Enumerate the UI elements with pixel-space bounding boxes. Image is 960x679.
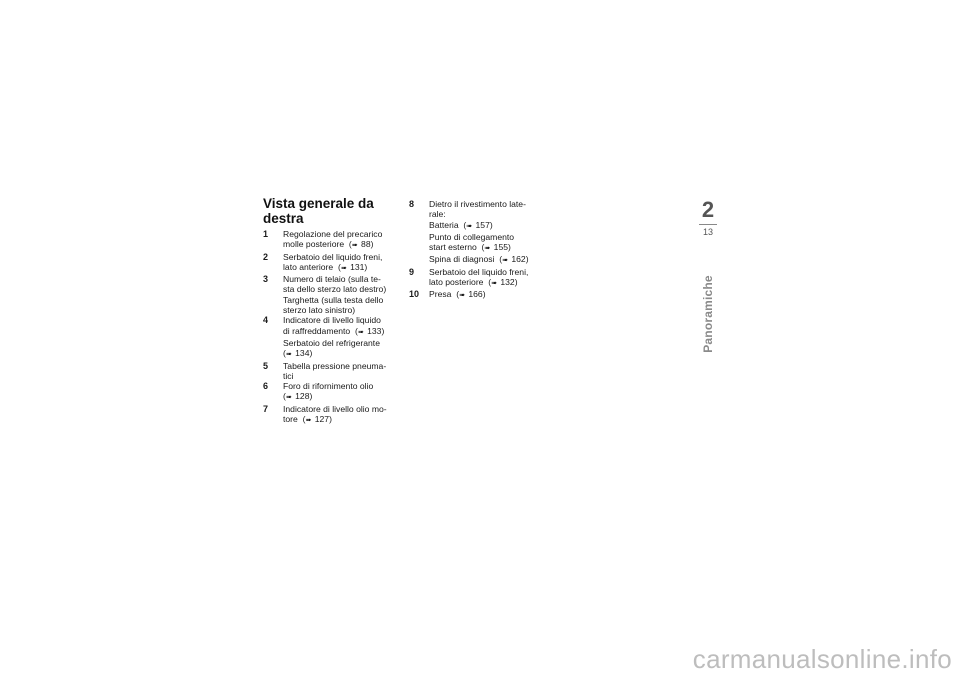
item-number: 1: [263, 229, 269, 239]
item-number: 2: [263, 251, 269, 262]
list-item: [263, 404, 403, 427]
page-reference[interactable]: (➠ 132): [483, 277, 518, 288]
item-list-left: [263, 229, 403, 426]
arrow-icon: ➠: [285, 394, 292, 402]
chapter-divider: [699, 224, 717, 225]
arrow-icon: ➠: [491, 280, 497, 288]
item-text: Indicatore di livello liquido: [283, 315, 381, 326]
item-text-line: [429, 289, 549, 301]
item-text-line: [283, 381, 403, 391]
list-item: [263, 274, 403, 315]
item-text-line: [283, 305, 403, 315]
item-text: sterzo lato sinistro): [283, 305, 356, 316]
item-text: molle posteriore: [283, 239, 345, 250]
item-text: Presa: [429, 289, 452, 300]
page-reference[interactable]: (➠ 133): [350, 325, 385, 336]
page-reference[interactable]: (➠ 131): [333, 261, 368, 272]
item-text: start esterno: [429, 242, 477, 253]
page-reference[interactable]: (➠ 134): [283, 348, 313, 359]
page-reference[interactable]: (➠ 127): [297, 414, 332, 425]
list-item: [409, 199, 549, 267]
item-number: 10: [409, 289, 420, 300]
item-text-line: [283, 404, 403, 414]
arrow-icon: ➠: [502, 257, 508, 265]
title-line-2: destra: [263, 211, 304, 226]
page-number: 13: [702, 227, 713, 237]
item-text: Punto di collegamento: [429, 231, 515, 242]
reference-page-number: 166: [468, 289, 483, 300]
item-text-line: [429, 220, 549, 232]
item-text: Numero di telaio (sulla te-: [283, 274, 381, 285]
page-reference[interactable]: (➠ 166): [451, 289, 486, 300]
item-text: Serbatoio del refrigerante: [283, 337, 380, 348]
item-text: Tabella pressione pneuma-: [283, 360, 387, 371]
item-text: Batteria: [429, 219, 459, 230]
reference-page-number: 157: [475, 219, 490, 230]
item-text-line: [283, 274, 403, 284]
reference-page-number: 155: [493, 242, 509, 253]
reference-page-number: 128: [295, 391, 310, 402]
arrow-icon: ➠: [459, 292, 465, 300]
item-text-line: [283, 348, 403, 360]
item-number: 4: [263, 315, 269, 326]
footer-watermark: carmanualsonline.info: [692, 644, 952, 674]
list-item: [409, 267, 549, 290]
page-reference[interactable]: (➠ 157): [458, 219, 493, 230]
reference-page-number: 134: [295, 348, 310, 359]
item-text-line: [283, 391, 403, 403]
item-text: di raffreddamento: [283, 325, 351, 336]
item-text: tore: [283, 414, 298, 425]
item-text: rale:: [429, 209, 446, 220]
item-text-line: [283, 338, 403, 348]
item-number: 6: [263, 381, 269, 392]
item-text-line: [283, 371, 403, 381]
item-text-line: [283, 315, 403, 325]
reference-page-number: 133: [367, 325, 382, 336]
item-number: 5: [263, 360, 269, 371]
item-text: Spina di diagnosi: [429, 254, 495, 265]
item-text-line: [429, 254, 549, 266]
arrow-icon: ➠: [305, 417, 312, 425]
item-number: 3: [263, 274, 269, 285]
arrow-icon: ➠: [466, 222, 473, 230]
item-text-line: [283, 414, 403, 426]
list-item: [263, 252, 403, 275]
list-item: [263, 315, 403, 360]
item-text-line: [283, 361, 403, 371]
page-reference[interactable]: (➠ 162): [494, 254, 529, 265]
item-text-line: [429, 242, 549, 254]
item-text-line: [429, 277, 549, 289]
item-number: 9: [409, 266, 415, 277]
arrow-icon: ➠: [484, 245, 491, 253]
item-text-line: [429, 209, 549, 219]
item-text: Regolazione del precarico: [283, 229, 383, 239]
item-text: Serbatoio del liquido freni,: [283, 251, 383, 262]
title-line-1: Vista generale da: [263, 196, 374, 211]
item-list-right: [409, 199, 549, 302]
item-text: sta dello sterzo lato destro): [283, 284, 387, 295]
item-number: 7: [263, 403, 269, 414]
item-number: 8: [409, 199, 415, 209]
arrow-icon: ➠: [357, 328, 364, 336]
item-text: lato posteriore: [429, 277, 484, 288]
list-item: [409, 289, 549, 301]
chapter-number: 2: [701, 197, 715, 222]
arrow-icon: ➠: [340, 264, 347, 272]
page-reference[interactable]: (➠ 88): [344, 239, 374, 250]
item-text-line: [283, 262, 403, 274]
list-item: [263, 381, 403, 404]
item-text-line: [283, 239, 403, 251]
item-text-line: [283, 252, 403, 262]
item-text-line: [283, 229, 403, 239]
item-text: Indicatore di livello olio mo-: [283, 403, 387, 414]
item-text: Dietro il rivestimento late-: [429, 199, 526, 209]
item-text-line: [283, 295, 403, 305]
page-reference[interactable]: (➠ 128): [283, 391, 313, 402]
item-text-line: [429, 267, 549, 277]
reference-page-number: 132: [500, 277, 515, 288]
reference-page-number: 88: [361, 239, 371, 250]
chapter-label: Panoramiche: [701, 275, 715, 353]
arrow-icon: ➠: [285, 351, 292, 359]
reference-page-number: 127: [314, 414, 330, 425]
reference-page-number: 162: [511, 254, 526, 265]
page-reference[interactable]: (➠ 155): [476, 242, 511, 253]
item-text-line: [283, 326, 403, 338]
list-item: [263, 361, 403, 382]
list-item: [263, 229, 403, 252]
arrow-icon: ➠: [351, 242, 358, 250]
item-text: lato anteriore: [283, 261, 334, 272]
item-text: Foro di rifornimento olio: [283, 381, 374, 392]
item-text-line: [429, 232, 549, 242]
item-text: Serbatoio del liquido freni,: [429, 266, 529, 277]
reference-page-number: 131: [350, 261, 365, 272]
item-text: tici: [283, 370, 294, 381]
item-text-line: [429, 199, 549, 209]
page-title: [263, 196, 393, 226]
item-text-line: [283, 284, 403, 294]
item-text: Targhetta (sulla testa dello: [283, 294, 384, 305]
